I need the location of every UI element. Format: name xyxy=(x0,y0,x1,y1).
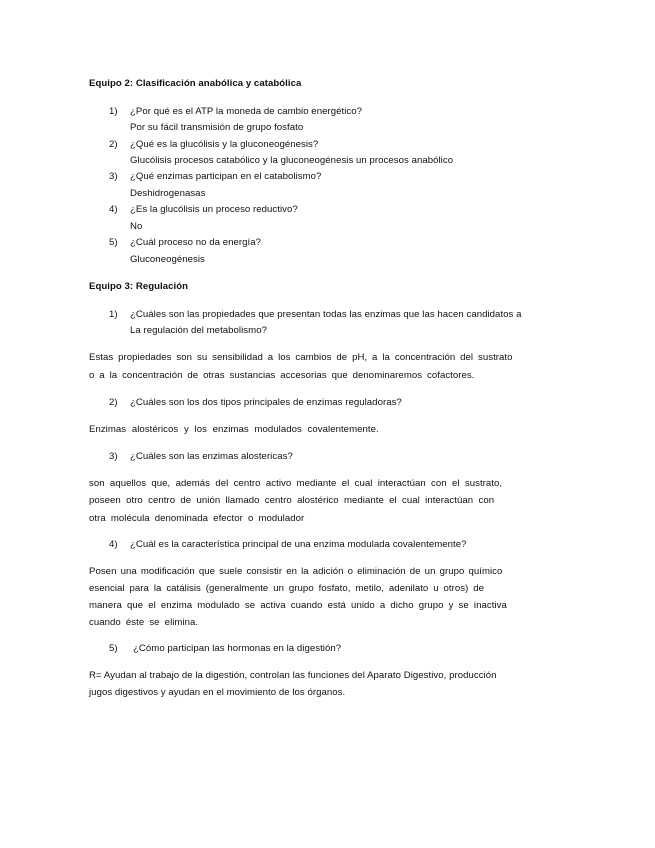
question-text: ¿Es la glucólisis un proceso reductivo? xyxy=(130,204,298,215)
answer-text: Deshidrogenasas xyxy=(130,188,206,199)
answer-paragraph: son aquellos que, además del centro activo mediante el cual interactúan con el sustrato, xyxy=(89,478,503,489)
section-title-equipo-3: Equipo 3: Regulación xyxy=(89,281,189,292)
answer-paragraph: otra molécula denominada efector o modulador xyxy=(89,513,305,524)
answer-paragraph: manera que el enzima modulado se activa cuando está unido a dicho grupo y se inactiva xyxy=(89,600,507,611)
list-number: 2) xyxy=(109,139,118,150)
answer-paragraph: jugos digestivos y ayudan en el movimiento de los órganos. xyxy=(89,687,346,698)
list-number: 4) xyxy=(109,539,118,550)
question-text: La regulación del metabolismo? xyxy=(130,325,267,336)
list-number: 1) xyxy=(109,309,118,320)
question-text: ¿Cuál proceso no da energía? xyxy=(130,237,261,248)
list-number: 5) xyxy=(109,643,118,654)
question-text: ¿Qué enzimas participan en el catabolismo? xyxy=(130,171,322,182)
answer-paragraph: poseen otro centro de unión llamado centro alostérico mediante el cual interactúan con xyxy=(89,495,495,506)
list-number: 1) xyxy=(109,106,118,117)
list-number: 2) xyxy=(109,397,118,408)
section-title-equipo-2: Equipo 2: Clasificación anabólica y catabólica xyxy=(89,78,302,89)
question-text: ¿Por qué es el ATP la moneda de cambio energético? xyxy=(130,106,362,117)
list-number: 4) xyxy=(109,204,118,215)
answer-paragraph: R= Ayudan al trabajo de la digestión, controlan las funciones del Aparato Digestivo, producción xyxy=(89,670,497,681)
answer-text: Gluconeogénesis xyxy=(130,254,205,265)
list-number: 5) xyxy=(109,237,118,248)
answer-paragraph: Posen una modificación que suele consistir en la adición o eliminación de un grupo químico xyxy=(89,566,503,577)
question-text: ¿Cuáles son las enzimas alostericas? xyxy=(130,451,293,462)
answer-paragraph: cuando éste se elimina. xyxy=(89,617,199,628)
list-number: 3) xyxy=(109,451,118,462)
answer-paragraph: esencial para la catálisis (generalmente un grupo fosfato, metilo, adenilato u otros) de xyxy=(89,583,485,594)
answer-text: No xyxy=(130,221,143,232)
list-number: 3) xyxy=(109,171,118,182)
answer-paragraph: Enzimas alostéricos y los enzimas modulados covalentemente. xyxy=(89,424,379,435)
question-text: ¿Cuál es la característica principal de una enzima modulada covalentemente? xyxy=(130,539,467,550)
answer-paragraph: Estas propiedades son su sensibilidad a los cambios de pH, a la concentración del sustrato xyxy=(89,352,513,363)
answer-text: Por su fácil transmisión de grupo fosfato xyxy=(130,122,304,133)
answer-text: Glucólisis procesos catabólico y la gluconeogénesis un procesos anabólico xyxy=(130,155,454,166)
question-text: ¿Cuáles son las propiedades que presentan todas las enzimas que las hacen candidatos a xyxy=(130,309,522,320)
answer-paragraph: o a la concentración de otras sustancias accesorias que denominaremos cofactores. xyxy=(89,370,475,381)
question-text: ¿Cómo participan las hormonas en la digestión? xyxy=(133,643,342,654)
question-text: ¿Cuáles son los dos tipos principales de enzimas reguladoras? xyxy=(130,397,402,408)
question-text: ¿Qué es la glucólisis y la gluconeogénesis? xyxy=(130,139,319,150)
